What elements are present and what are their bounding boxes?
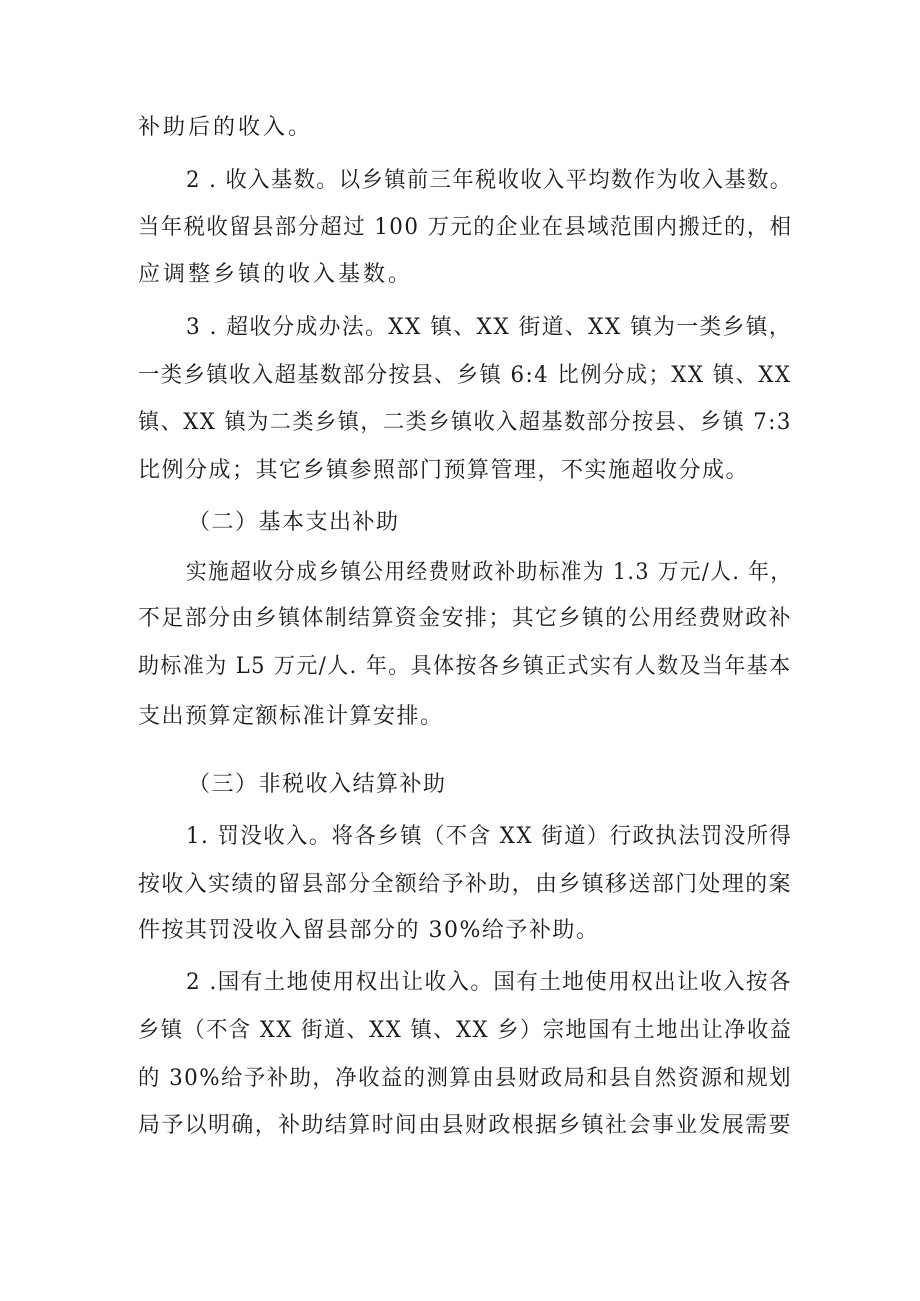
- text-line: 的 30%给予补助，净收益的测算由县财政局和县自然资源和规划: [138, 1066, 792, 1091]
- text-line: 1. 罚没收入。将各乡镇（不含 XX 街道）行政执法罚没所得: [186, 824, 793, 849]
- text-line: 当年税收留县部分超过 100 万元的企业在县域范围内搬迁的，相: [138, 215, 793, 240]
- text-line: 应调整乡镇的收入基数。: [138, 262, 414, 287]
- text-line: 2 .国有土地使用权出让收入。国有土地使用权出让收入按各: [186, 970, 792, 995]
- text-line: 2 . 收入基数。以乡镇前三年税收收入平均数作为收入基数。: [186, 168, 793, 193]
- text-line: 补助后的收入。: [138, 115, 314, 140]
- text-line: 一类乡镇收入超基数部分按县、乡镇 6:4 比例分成；XX 镇、XX: [138, 363, 792, 388]
- text-line: 不足部分由乡镇体制结算资金安排；其它乡镇的公用经费财政补: [138, 606, 793, 631]
- text-line: 助标准为 L5 万元/人. 年。具体按各乡镇正式实有人数及当年基本: [138, 654, 792, 679]
- text-line: 件按其罚没收入留县部分的 30%给予补助。: [138, 918, 600, 943]
- section-heading: （二）基本支出补助: [188, 510, 400, 535]
- text-line: 按收入实绩的留县部分全额给予补助，由乡镇移送部门处理的案: [138, 872, 793, 897]
- section-heading: （三）非税收入结算补助: [188, 772, 447, 797]
- text-line: 3 . 超收分成办法。XX 镇、XX 街道、XX 镇为一类乡镇，: [186, 315, 792, 340]
- text-line: 支出预算定额标准计算安排。: [138, 704, 444, 729]
- text-line: 实施超收分成乡镇公用经费财政补助标准为 1.3 万元/人. 年，: [186, 560, 793, 585]
- text-line: 乡镇（不含 XX 街道、XX 镇、XX 乡）宗地国有土地出让净收益: [138, 1018, 793, 1043]
- text-line: 镇、XX 镇为二类乡镇，二类乡镇收入超基数部分按县、乡镇 7:3: [138, 410, 792, 435]
- text-line: 局予以明确，补助结算时间由县财政根据乡镇社会事业发展需要: [138, 1113, 793, 1138]
- text-line: 比例分成；其它乡镇参照部门预算管理，不实施超收分成。: [138, 458, 750, 483]
